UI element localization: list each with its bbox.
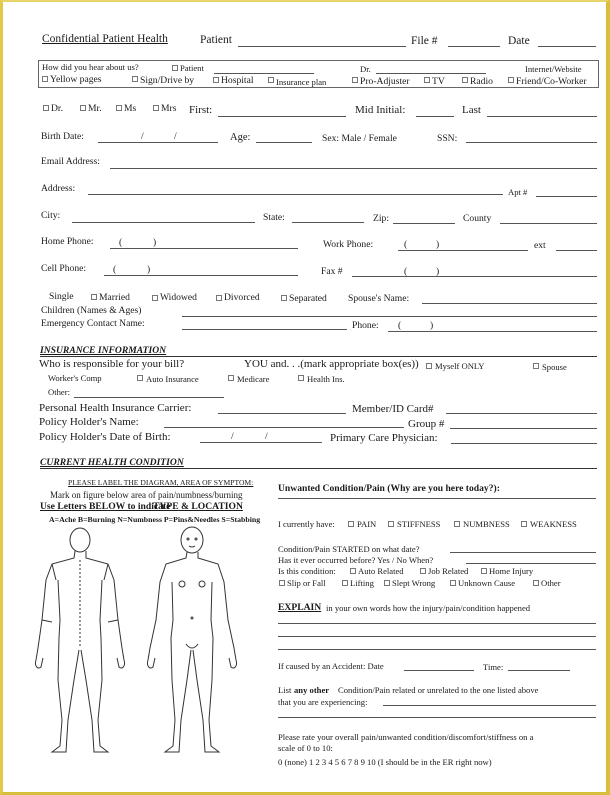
hospital-checkbox[interactable]	[213, 77, 219, 83]
hospital-label: Hospital	[221, 75, 254, 86]
tv-checkbox[interactable]	[424, 77, 430, 83]
tv-label: TV	[432, 76, 445, 87]
pain-checkbox[interactable]	[348, 521, 354, 527]
condition-heading: CURRENT HEALTH CONDITION	[40, 457, 184, 468]
sex-label: Sex: Male / Female	[322, 133, 397, 144]
unknown-cause-label: Unknown Cause	[458, 578, 516, 588]
medicare-label: Medicare	[237, 374, 270, 384]
emergency-phone-label: Phone:	[352, 320, 379, 331]
pain-rating-scale[interactable]: 0 (none) 1 2 3 4 5 6 7 8 9 10 (I should be in the ER right now)	[278, 757, 492, 767]
cell-area-open: (	[113, 264, 117, 275]
auto-related-label: Auto Related	[358, 566, 404, 576]
home-phone-field[interactable]	[110, 248, 298, 249]
currently-have-label: I currently have:	[278, 519, 335, 529]
address-field[interactable]	[88, 194, 503, 195]
patient-name-field[interactable]	[238, 46, 406, 47]
referral-dr-label: Dr.	[360, 64, 371, 74]
apt-field[interactable]	[536, 196, 597, 197]
fax-area-close: )	[436, 266, 440, 277]
single-label: Single	[49, 291, 74, 302]
ext-label: ext	[534, 240, 546, 251]
body-diagram-back[interactable]	[30, 520, 130, 760]
emergency-phone-field[interactable]	[388, 331, 597, 332]
holder-dob-slash-2: /	[265, 431, 268, 442]
accident-date-label: If caused by an Accident: Date	[278, 661, 384, 671]
use-letters-label: Use Letters BELOW to indicate	[40, 501, 171, 512]
started-date-field[interactable]	[450, 552, 596, 553]
experiencing-label: that you are experiencing:	[278, 697, 368, 707]
type-location-label: TYPE & LOCATION	[153, 501, 243, 512]
married-checkbox[interactable]	[91, 294, 97, 300]
title-dr-checkbox[interactable]	[43, 105, 49, 111]
ssn-field[interactable]	[466, 142, 597, 143]
referral-internet-label: Internet/Website	[525, 64, 582, 74]
pain-rating-scale-label: scale of 0 to 10:	[278, 743, 333, 753]
holder-dob-label: Policy Holder's Date of Birth:	[39, 431, 171, 443]
insurance-plan-label: Insurance plan	[276, 77, 327, 87]
condition-divider	[40, 468, 597, 469]
date-label: Date	[508, 35, 530, 47]
ext-field[interactable]	[556, 250, 597, 251]
auto-insurance-label: Auto Insurance	[146, 374, 199, 384]
work-area-open: (	[404, 239, 408, 250]
fax-label: Fax #	[321, 266, 343, 277]
spouse-name-field[interactable]	[422, 303, 597, 304]
age-label: Age:	[230, 132, 251, 143]
title-mr-label: Mr.	[88, 103, 102, 114]
married-label: Married	[99, 292, 130, 303]
diagram-instruction: PLEASE LABEL THE DIAGRAM, AREA OF SYMPTOM:	[68, 478, 254, 487]
pain-label: PAIN	[357, 519, 377, 529]
home-phone-label: Home Phone:	[41, 236, 94, 247]
is-condition-label: Is this condition:	[278, 566, 336, 576]
accident-time-label: Time:	[483, 662, 504, 672]
last-name-label: Last	[462, 104, 481, 116]
yellow-pages-checkbox[interactable]	[42, 76, 48, 82]
body-diagram-front[interactable]	[142, 520, 242, 760]
bill-responsible-label: Who is responsible for your bill?	[39, 358, 185, 370]
symptom-legend: A=Ache B=Burning N=Numbness P=Pins&Needles S=Stabbing	[49, 515, 261, 524]
unwanted-condition-label: Unwanted Condition/Pain (Why are you here today?):	[278, 483, 500, 494]
group-field[interactable]	[450, 428, 597, 429]
auto-related-checkbox[interactable]	[350, 568, 356, 574]
sign-drive-label: Sign/Drive by	[140, 75, 195, 86]
zip-field[interactable]	[393, 223, 455, 224]
lifting-checkbox[interactable]	[342, 580, 348, 586]
explain-line-1[interactable]	[278, 623, 596, 624]
separated-label: Separated	[289, 293, 327, 304]
list-instruction: Condition/Pain related or unrelated to the one listed above	[338, 685, 539, 695]
work-area-close: )	[436, 239, 440, 250]
explain-instruction: in your own words how the injury/pain/condition happened	[326, 603, 531, 613]
home-area-close: )	[153, 237, 157, 248]
widowed-label: Widowed	[160, 292, 197, 303]
referral-patient-label: Patient	[180, 63, 204, 73]
job-related-label: Job Related	[428, 566, 469, 576]
email-label: Email Address:	[41, 156, 100, 167]
mid-initial-field[interactable]	[416, 116, 454, 117]
list-label: List	[278, 685, 292, 695]
holder-dob-slash-1: /	[231, 431, 234, 442]
county-field[interactable]	[500, 223, 597, 224]
zip-label: Zip:	[373, 213, 389, 224]
form-title: Confidential Patient Health	[42, 33, 168, 45]
other-cause-checkbox[interactable]	[533, 580, 539, 586]
insurance-heading: INSURANCE INFORMATION	[40, 345, 167, 356]
cell-phone-field[interactable]	[104, 275, 298, 276]
insurance-plan-checkbox[interactable]	[268, 77, 274, 83]
group-label: Group #	[408, 418, 445, 430]
cell-phone-label: Cell Phone:	[41, 263, 87, 274]
city-field[interactable]	[72, 222, 255, 223]
pcp-field[interactable]	[451, 443, 597, 444]
title-mr-checkbox[interactable]	[80, 105, 86, 111]
referral-question: How did you hear about us?	[42, 62, 139, 72]
auto-insurance-checkbox[interactable]	[137, 375, 143, 381]
weakness-checkbox[interactable]	[521, 521, 527, 527]
address-label: Address:	[41, 183, 76, 194]
myself-only-checkbox[interactable]	[426, 363, 432, 369]
email-field[interactable]	[110, 168, 597, 169]
weakness-label: WEAKNESS	[530, 519, 577, 529]
title-ms-checkbox[interactable]	[116, 105, 122, 111]
referral-dr-field[interactable]	[376, 73, 486, 74]
home-injury-label: Home Injury	[489, 566, 534, 576]
emergency-area-open: (	[398, 320, 402, 331]
title-dr-label: Dr.	[51, 103, 63, 114]
first-name-field[interactable]	[218, 116, 346, 117]
other-conditions-line-2[interactable]	[278, 717, 596, 718]
work-phone-label: Work Phone:	[323, 239, 374, 250]
numbness-checkbox[interactable]	[454, 521, 460, 527]
last-name-field[interactable]	[487, 116, 597, 117]
mark-figure-instruction: Mark on figure below area of pain/numbness/burning	[50, 490, 243, 500]
carrier-label: Personal Health Insurance Carrier:	[39, 402, 192, 414]
radio-checkbox[interactable]	[462, 77, 468, 83]
explain-line-2[interactable]	[278, 636, 596, 637]
slip-fall-label: Slip or Fall	[287, 578, 326, 588]
yellow-pages-label: Yellow pages	[50, 74, 102, 85]
holder-dob-field[interactable]	[200, 442, 322, 443]
sign-drive-checkbox[interactable]	[132, 76, 138, 82]
emergency-contact-field[interactable]	[182, 329, 347, 330]
widowed-checkbox[interactable]	[152, 295, 158, 301]
title-ms-label: Ms	[124, 103, 137, 114]
birth-date-slash-1: /	[141, 131, 144, 142]
cell-area-close: )	[147, 264, 151, 275]
numbness-label: NUMBNESS	[463, 519, 510, 529]
unknown-cause-checkbox[interactable]	[450, 580, 456, 586]
birth-date-field[interactable]	[98, 142, 218, 143]
spouse-name-label: Spouse's Name:	[348, 293, 410, 304]
member-id-label: Member/ID Card#	[352, 403, 434, 415]
occurred-before-label: Has it ever occurred before? Yes / No When?	[278, 555, 434, 565]
pain-rating-instruction: Please rate your overall pain/unwanted condition/discomfort/stiffness on a	[278, 732, 534, 742]
other-insurance-label: Other:	[48, 387, 70, 397]
friend-checkbox[interactable]	[508, 77, 514, 83]
children-label: Children (Names & Ages)	[41, 305, 142, 316]
slept-wrong-checkbox[interactable]	[384, 580, 390, 586]
radio-label: Radio	[470, 76, 493, 87]
birth-date-label: Birth Date:	[41, 131, 84, 142]
other-insurance-field[interactable]	[74, 397, 224, 398]
member-id-field[interactable]	[446, 413, 597, 414]
pro-adjuster-label: Pro-Adjuster	[360, 76, 410, 87]
occurred-before-field[interactable]	[466, 563, 596, 564]
divorced-label: Divorced	[224, 292, 260, 303]
work-phone-field[interactable]	[398, 250, 528, 251]
pro-adjuster-checkbox[interactable]	[352, 77, 358, 83]
age-field[interactable]	[256, 142, 312, 143]
accident-time-field[interactable]	[508, 670, 570, 671]
title-mrs-checkbox[interactable]	[153, 105, 159, 111]
slept-wrong-label: Slept Wrong	[392, 578, 436, 588]
separated-checkbox[interactable]	[281, 295, 287, 301]
myself-only-label: Myself ONLY	[435, 361, 485, 371]
insurance-divider	[40, 356, 597, 357]
divorced-checkbox[interactable]	[216, 295, 222, 301]
home-injury-checkbox[interactable]	[481, 568, 487, 574]
first-name-label: First:	[189, 104, 213, 116]
fax-area-open: (	[404, 266, 408, 277]
mark-boxes-label: YOU and. . .(mark appropriate box(es))	[244, 358, 419, 370]
spouse-label: Spouse	[542, 362, 567, 372]
health-ins-checkbox[interactable]	[298, 375, 304, 381]
ssn-label: SSN:	[437, 133, 458, 144]
job-related-checkbox[interactable]	[420, 568, 426, 574]
title-mrs-label: Mrs	[161, 103, 177, 114]
county-label: County	[463, 213, 492, 224]
other-conditions-line-1[interactable]	[383, 705, 596, 706]
date-field[interactable]	[538, 46, 596, 47]
fax-field[interactable]	[352, 276, 597, 277]
referral-patient-checkbox[interactable]	[172, 65, 178, 71]
home-area-open: (	[119, 237, 123, 248]
unwanted-condition-field[interactable]	[278, 498, 596, 499]
birth-date-slash-2: /	[174, 131, 177, 142]
started-date-label: Condition/Pain STARTED on what date?	[278, 544, 420, 554]
state-label: State:	[263, 212, 285, 223]
emergency-area-close: )	[430, 320, 434, 331]
explain-label: EXPLAIN	[278, 602, 322, 613]
slip-fall-checkbox[interactable]	[279, 580, 285, 586]
children-field[interactable]	[182, 316, 597, 317]
any-other-label: any other	[294, 685, 330, 695]
holder-name-label: Policy Holder's Name:	[39, 416, 139, 428]
file-number-field[interactable]	[448, 46, 500, 47]
carrier-field[interactable]	[218, 413, 346, 414]
health-ins-label: Health Ins.	[307, 374, 345, 384]
referral-patient-field[interactable]	[214, 73, 314, 74]
apt-label: Apt #	[508, 187, 528, 197]
state-field[interactable]	[292, 222, 364, 223]
holder-name-field[interactable]	[164, 427, 404, 428]
other-cause-label: Other	[541, 578, 561, 588]
emergency-contact-label: Emergency Contact Name:	[41, 318, 145, 329]
pcp-label: Primary Care Physician:	[330, 432, 438, 444]
workers-comp-label: Worker's Comp	[48, 373, 102, 383]
stiffness-checkbox[interactable]	[388, 521, 394, 527]
city-label: City:	[41, 210, 61, 221]
medicare-checkbox[interactable]	[228, 375, 234, 381]
patient-label: Patient	[200, 34, 232, 46]
accident-date-field[interactable]	[404, 670, 474, 671]
stiffness-label: STIFFNESS	[397, 519, 441, 529]
spouse-checkbox[interactable]	[533, 363, 539, 369]
file-label: File #	[411, 35, 438, 47]
explain-line-3[interactable]	[278, 649, 596, 650]
lifting-label: Lifting	[350, 578, 374, 588]
friend-label: Friend/Co-Worker	[516, 76, 587, 87]
mid-initial-label: Mid Initial:	[355, 104, 406, 116]
